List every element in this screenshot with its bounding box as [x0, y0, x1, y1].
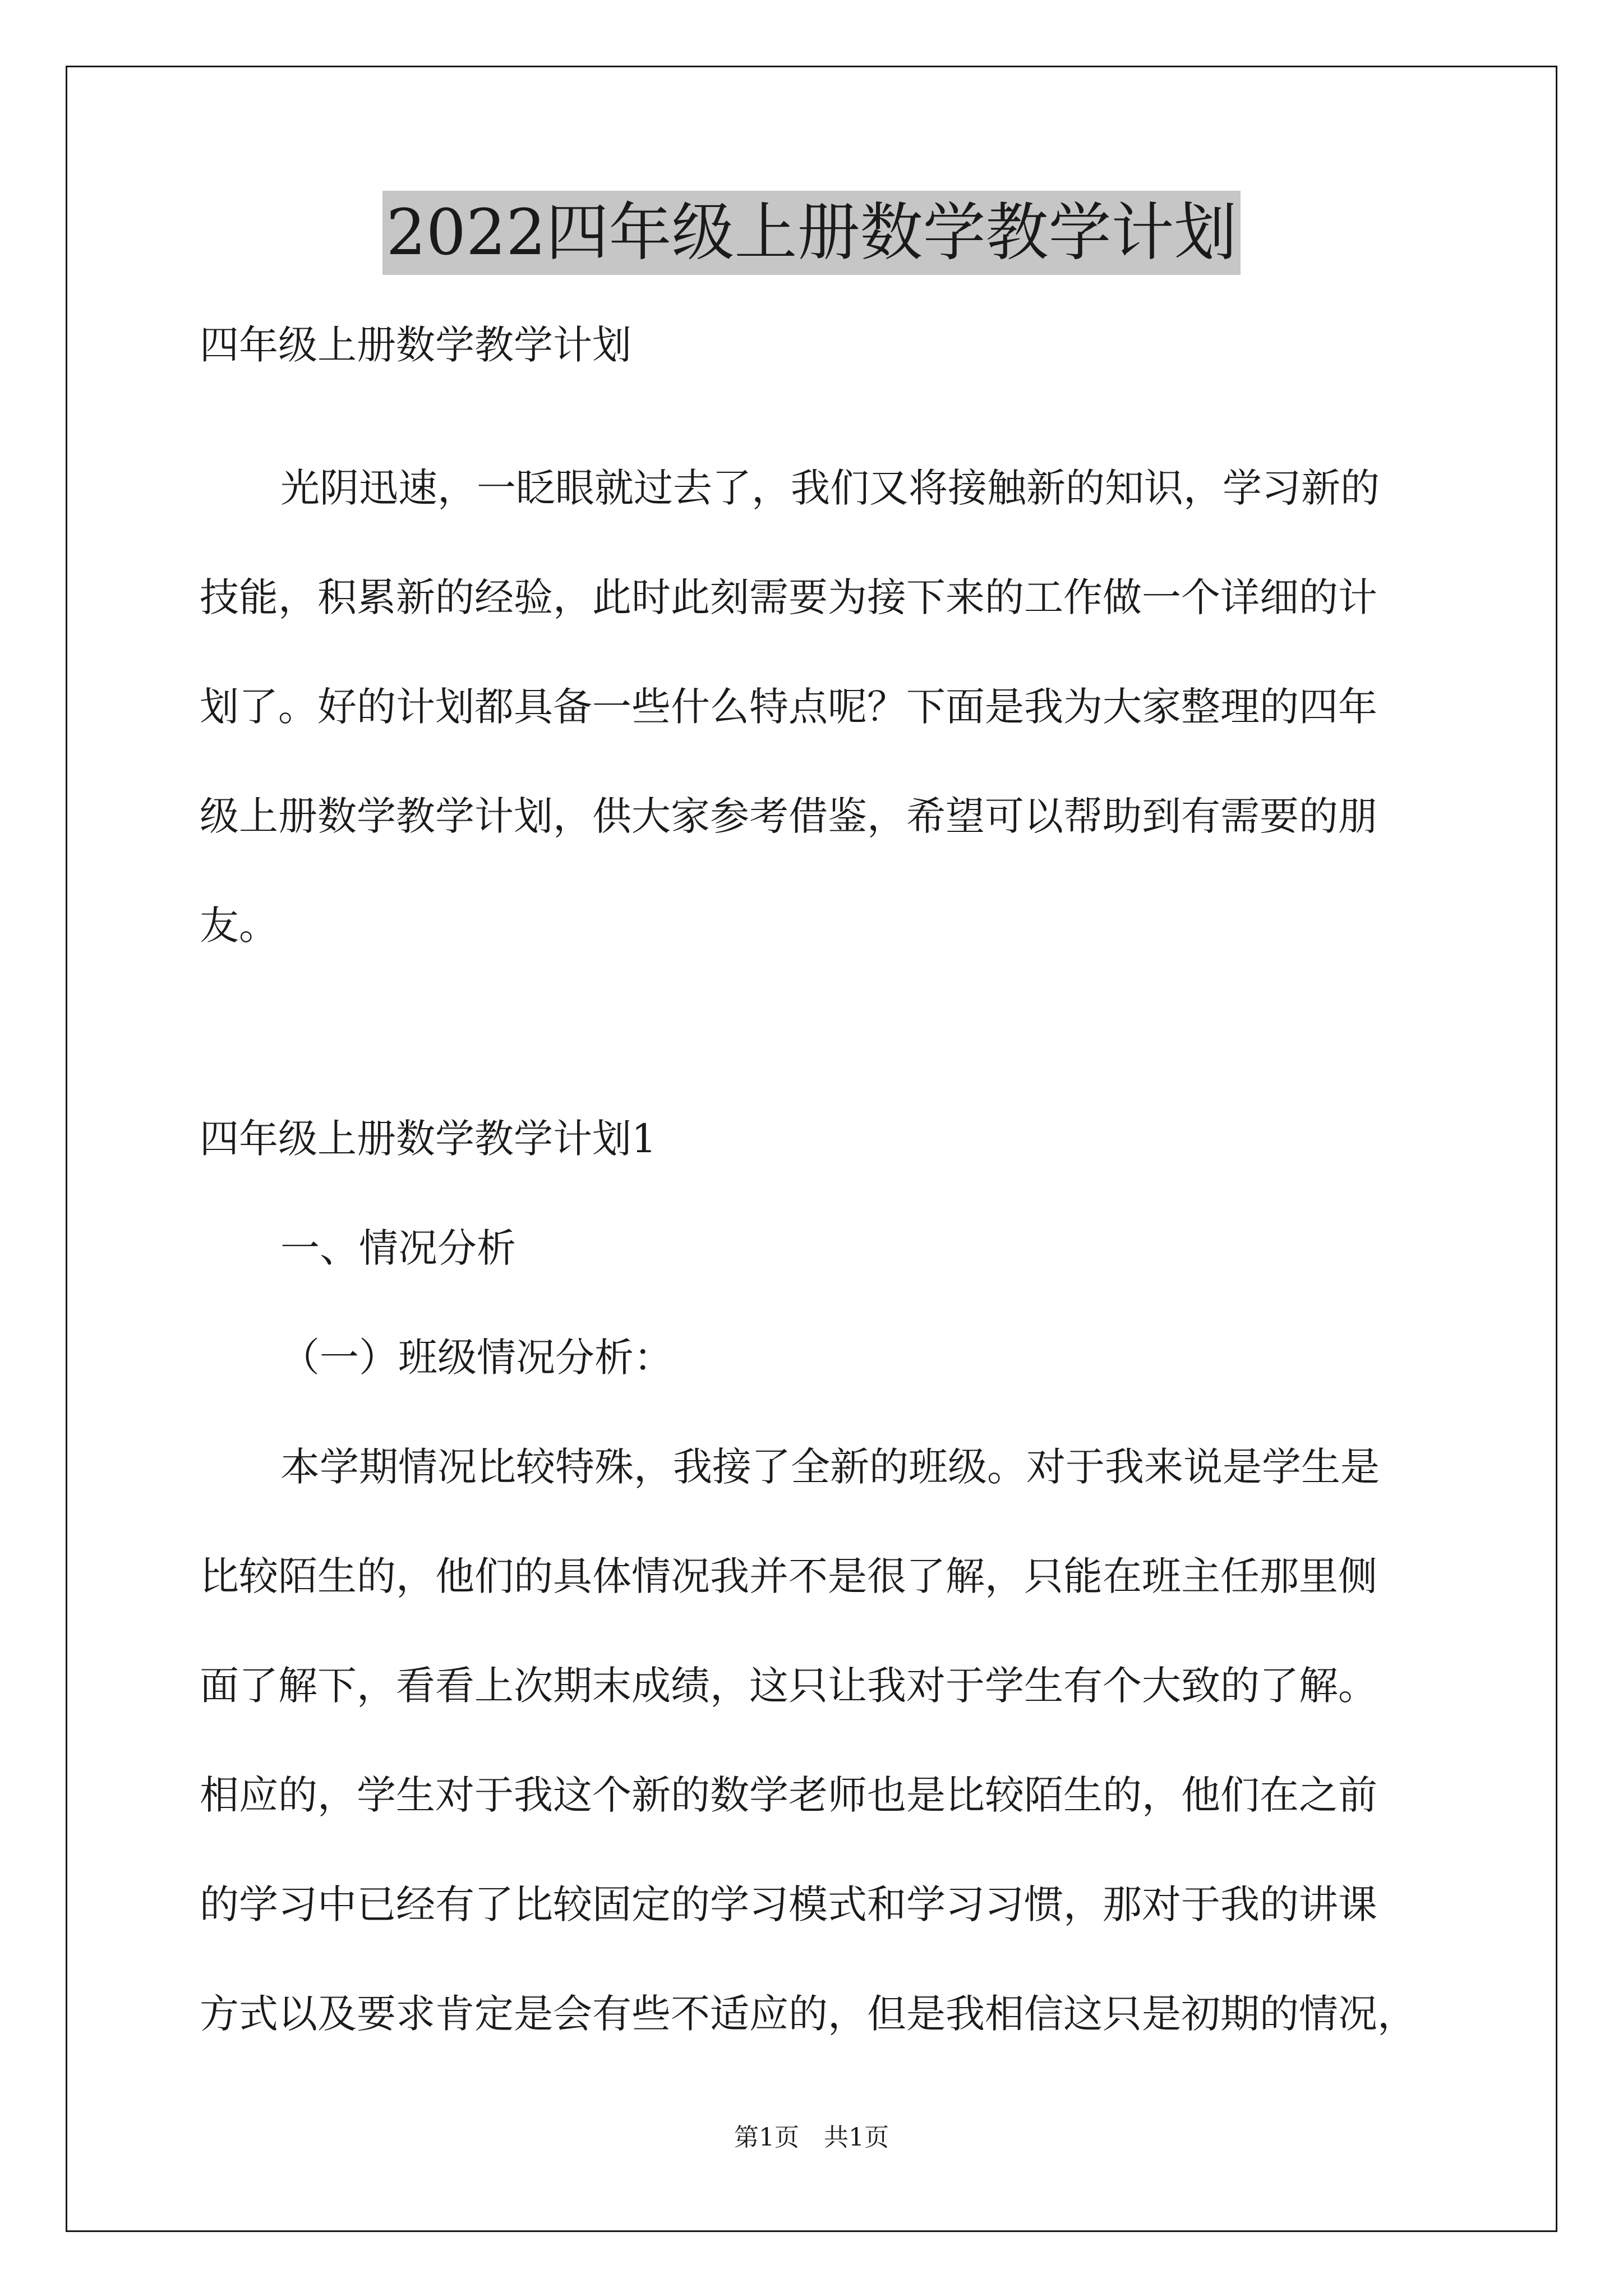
body-line: 面了解下，看看上次期末成绩，这只让我对于学生有个大致的了解。	[200, 1663, 1377, 1709]
body-line: 方式以及要求肯定是会有些不适应的，但是我相信这只是初期的情况，	[200, 1991, 1417, 2037]
intro-line: 友。	[200, 903, 278, 949]
title-container	[0, 191, 1623, 275]
body-line: 相应的，学生对于我这个新的数学老师也是比较陌生的，他们在之前	[200, 1772, 1377, 1818]
document-subtitle: 四年级上册数学教学计划	[200, 322, 631, 368]
heading-class-analysis: （一）班级情况分析：	[280, 1335, 673, 1381]
body-line: 本学期情况比较特殊，我接了全新的班级。对于我来说是学生是	[280, 1444, 1380, 1490]
body-line: 的学习中已经有了比较固定的学习模式和学习习惯，那对于我的讲课	[200, 1881, 1377, 1927]
document-title: 2022四年级上册数学教学计划	[382, 191, 1240, 275]
intro-line: 划了。好的计划都具备一些什么特点呢？下面是我为大家整理的四年	[200, 684, 1377, 730]
body-line: 比较陌生的，他们的具体情况我并不是很了解，只能在班主任那里侧	[200, 1553, 1377, 1599]
intro-line: 光阴迅速，一眨眼就过去了，我们又将接触新的知识，学习新的	[280, 465, 1380, 511]
intro-line: 级上册数学教学计划，供大家参考借鉴，希望可以帮助到有需要的朋	[200, 793, 1377, 839]
page-footer	[0, 2121, 1623, 2155]
page-number: 第1页	[734, 2123, 799, 2152]
page-total: 共1页	[824, 2123, 889, 2152]
heading-situation-analysis: 一、情况分析	[280, 1225, 516, 1271]
section-title: 四年级上册数学教学计划1	[200, 1116, 657, 1162]
intro-line: 技能，积累新的经验，此时此刻需要为接下来的工作做一个详细的计	[200, 574, 1377, 620]
